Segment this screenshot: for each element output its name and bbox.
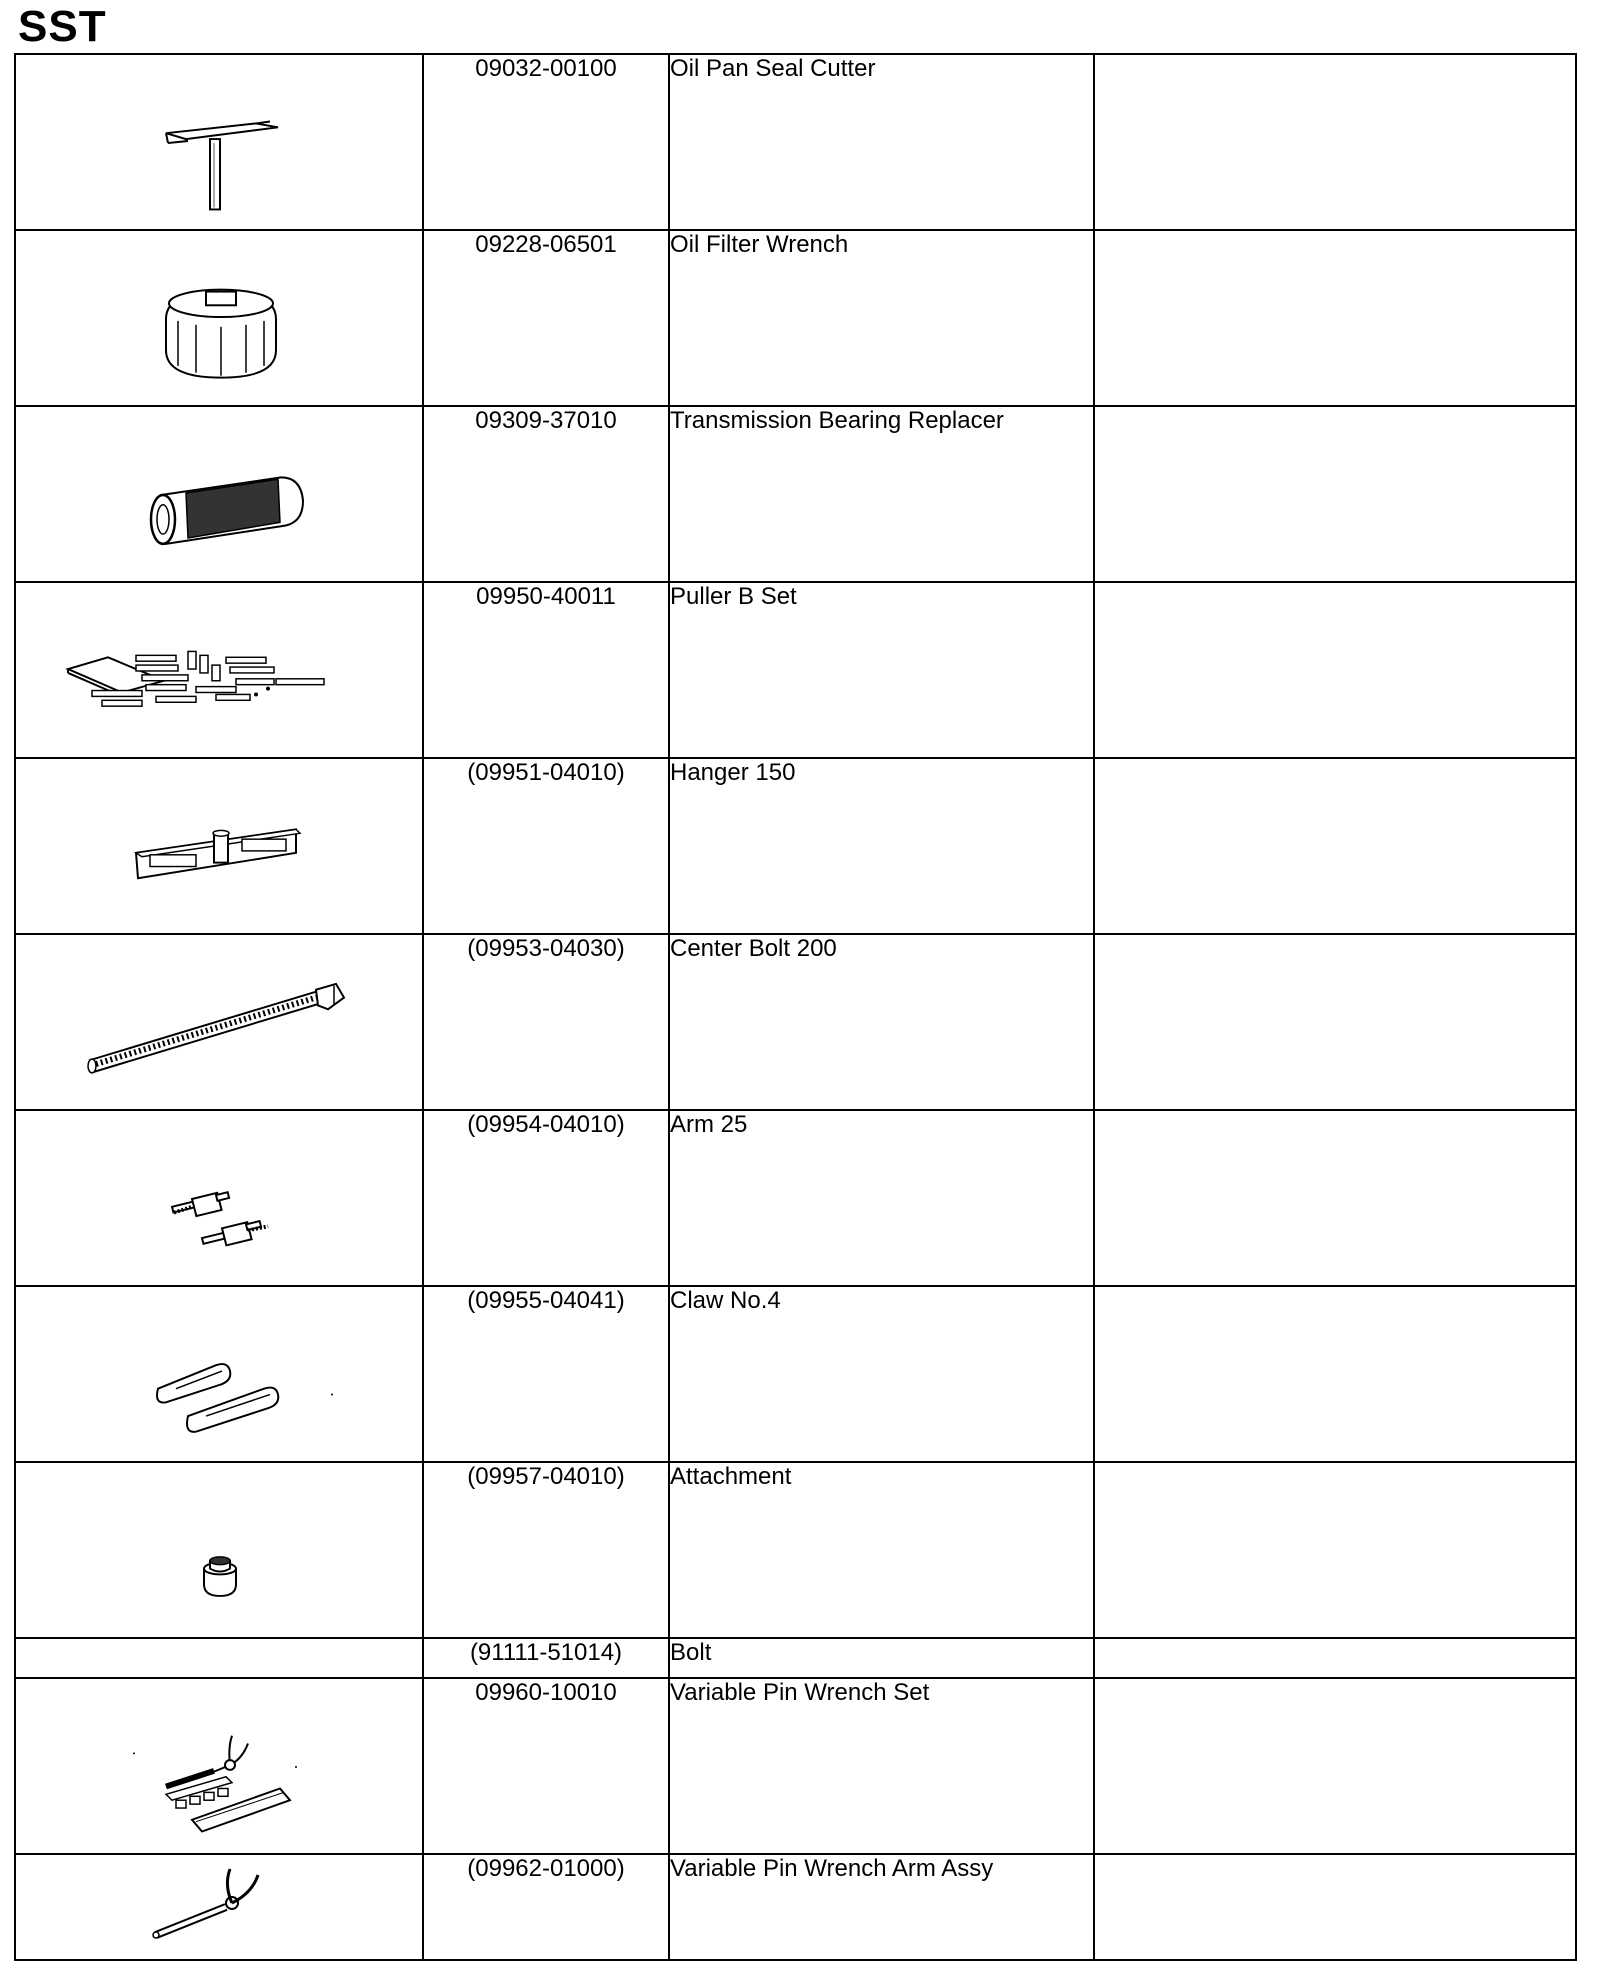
tool-note xyxy=(1094,758,1576,934)
tool-name: Oil Filter Wrench xyxy=(669,230,1094,406)
table-row xyxy=(15,1286,1576,1462)
tool-note xyxy=(1094,1110,1576,1286)
tool-name: Variable Pin Wrench Arm Assy xyxy=(669,1854,1094,1960)
puller-set-icon xyxy=(16,583,424,757)
part-number: (09962-01000) xyxy=(423,1854,669,1960)
tool-name: Oil Pan Seal Cutter xyxy=(669,54,1094,230)
tool-note xyxy=(1094,934,1576,1110)
attachment-icon xyxy=(16,1463,424,1637)
part-number: (09955-04041) xyxy=(423,1286,669,1462)
page-heading: SST xyxy=(18,2,107,51)
tool-illustration-cell xyxy=(15,406,423,582)
tool-name: Transmission Bearing Replacer xyxy=(669,406,1094,582)
tool-note xyxy=(1094,1286,1576,1462)
tool-illustration-cell xyxy=(15,934,423,1110)
tool-name: Bolt xyxy=(669,1638,1094,1678)
part-number: (91111-51014) xyxy=(423,1638,669,1678)
tool-illustration-cell xyxy=(15,582,423,758)
tool-name: Center Bolt 200 xyxy=(669,934,1094,1110)
tool-illustration-cell xyxy=(15,1854,423,1960)
pin-wrench-arm-icon xyxy=(16,1855,424,1959)
tool-illustration-cell xyxy=(15,1462,423,1638)
table-row xyxy=(15,1678,1576,1854)
tool-illustration-cell xyxy=(15,1678,423,1854)
part-number: 09228-06501 xyxy=(423,230,669,406)
tool-note xyxy=(1094,406,1576,582)
tool-note xyxy=(1094,54,1576,230)
tool-name: Hanger 150 xyxy=(669,758,1094,934)
part-number: 09032-00100 xyxy=(423,54,669,230)
table-row xyxy=(15,582,1576,758)
table-row xyxy=(15,1638,1576,1678)
tool-illustration-cell xyxy=(15,758,423,934)
seal-cutter-icon xyxy=(16,55,424,229)
tool-note xyxy=(1094,1854,1576,1960)
tool-note xyxy=(1094,1678,1576,1854)
claw-icon xyxy=(16,1287,424,1461)
tool-name: Variable Pin Wrench Set xyxy=(669,1678,1094,1854)
tool-note xyxy=(1094,582,1576,758)
tool-illustration-cell xyxy=(15,54,423,230)
part-number: (09957-04010) xyxy=(423,1462,669,1638)
tool-name: Puller B Set xyxy=(669,582,1094,758)
part-number: (09953-04030) xyxy=(423,934,669,1110)
table-row xyxy=(15,406,1576,582)
tool-illustration-cell xyxy=(15,1638,423,1678)
sst-table xyxy=(14,53,1577,1961)
hanger-icon xyxy=(16,759,424,933)
table-row xyxy=(15,1854,1576,1960)
part-number: (09954-04010) xyxy=(423,1110,669,1286)
table-row xyxy=(15,934,1576,1110)
table-row xyxy=(15,230,1576,406)
bearing-replacer-icon xyxy=(16,407,424,581)
part-number: 09950-40011 xyxy=(423,582,669,758)
center-bolt-icon xyxy=(16,935,424,1109)
tool-note xyxy=(1094,1638,1576,1678)
part-number: (09951-04010) xyxy=(423,758,669,934)
table-row xyxy=(15,1110,1576,1286)
tool-name: Claw No.4 xyxy=(669,1286,1094,1462)
part-number: 09960-10010 xyxy=(423,1678,669,1854)
pin-wrench-set-icon xyxy=(16,1679,424,1853)
tool-illustration-cell xyxy=(15,1286,423,1462)
part-number: 09309-37010 xyxy=(423,406,669,582)
table-row xyxy=(15,54,1576,230)
table-row xyxy=(15,758,1576,934)
tool-name: Attachment xyxy=(669,1462,1094,1638)
tool-note xyxy=(1094,230,1576,406)
table-row xyxy=(15,1462,1576,1638)
tool-name: Arm 25 xyxy=(669,1110,1094,1286)
filter-wrench-icon xyxy=(16,231,424,405)
tool-illustration-cell xyxy=(15,230,423,406)
arm-icon xyxy=(16,1111,424,1285)
tool-illustration-cell xyxy=(15,1110,423,1286)
tool-note xyxy=(1094,1462,1576,1638)
